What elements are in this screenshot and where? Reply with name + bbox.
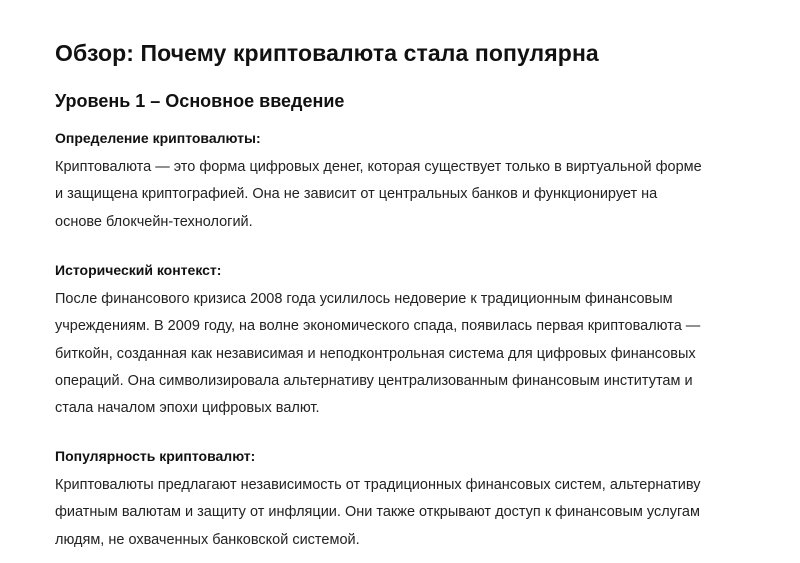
section-body xyxy=(55,154,775,236)
level-heading: Уровень 1 – Основное введение xyxy=(55,91,345,111)
body-line: учреждениям. В 2009 году, на волне экономического спада, появилась первая криптовалюта — xyxy=(55,318,701,335)
body-line: биткойн, созданная как независимая и неподконтрольная система для цифровых финансовых xyxy=(55,345,696,362)
section-heading: Исторический контекст: xyxy=(55,262,222,278)
body-line: основе блокчейн-технологий. xyxy=(55,213,253,230)
section-popularity xyxy=(55,446,775,554)
body-line: стала началом эпохи цифровых валют. xyxy=(55,400,320,417)
section-heading: Определение криптовалюты: xyxy=(55,130,261,146)
body-line: После финансового кризиса 2008 года усилилось недоверие к традиционным финансовым xyxy=(55,291,673,307)
section-body xyxy=(55,472,775,554)
section-history xyxy=(55,260,775,422)
section-definition xyxy=(55,128,775,236)
body-line: Криптовалюта — это форма цифровых денег, которая существует только в виртуальной форме xyxy=(55,159,702,175)
body-line: людям, не охваченных банковской системой. xyxy=(55,531,360,548)
document-title: Обзор: Почему криптовалюта стала популярна xyxy=(55,40,599,66)
body-line: и защищена криптографией. Она не зависит от центральных банков и функционирует на xyxy=(55,186,658,203)
body-line: Криптовалюты предлагают независимость от традиционных финансовых систем, альтернативу xyxy=(55,477,701,493)
section-heading: Популярность криптовалют: xyxy=(55,448,256,464)
section-body xyxy=(55,286,775,422)
body-line: операций. Она символизировала альтернативу централизованным финансовым институтам и xyxy=(55,372,693,389)
body-line: фиатным валютам и защиту от инфляции. Они также открывают доступ к финансовым услугам xyxy=(55,504,700,521)
